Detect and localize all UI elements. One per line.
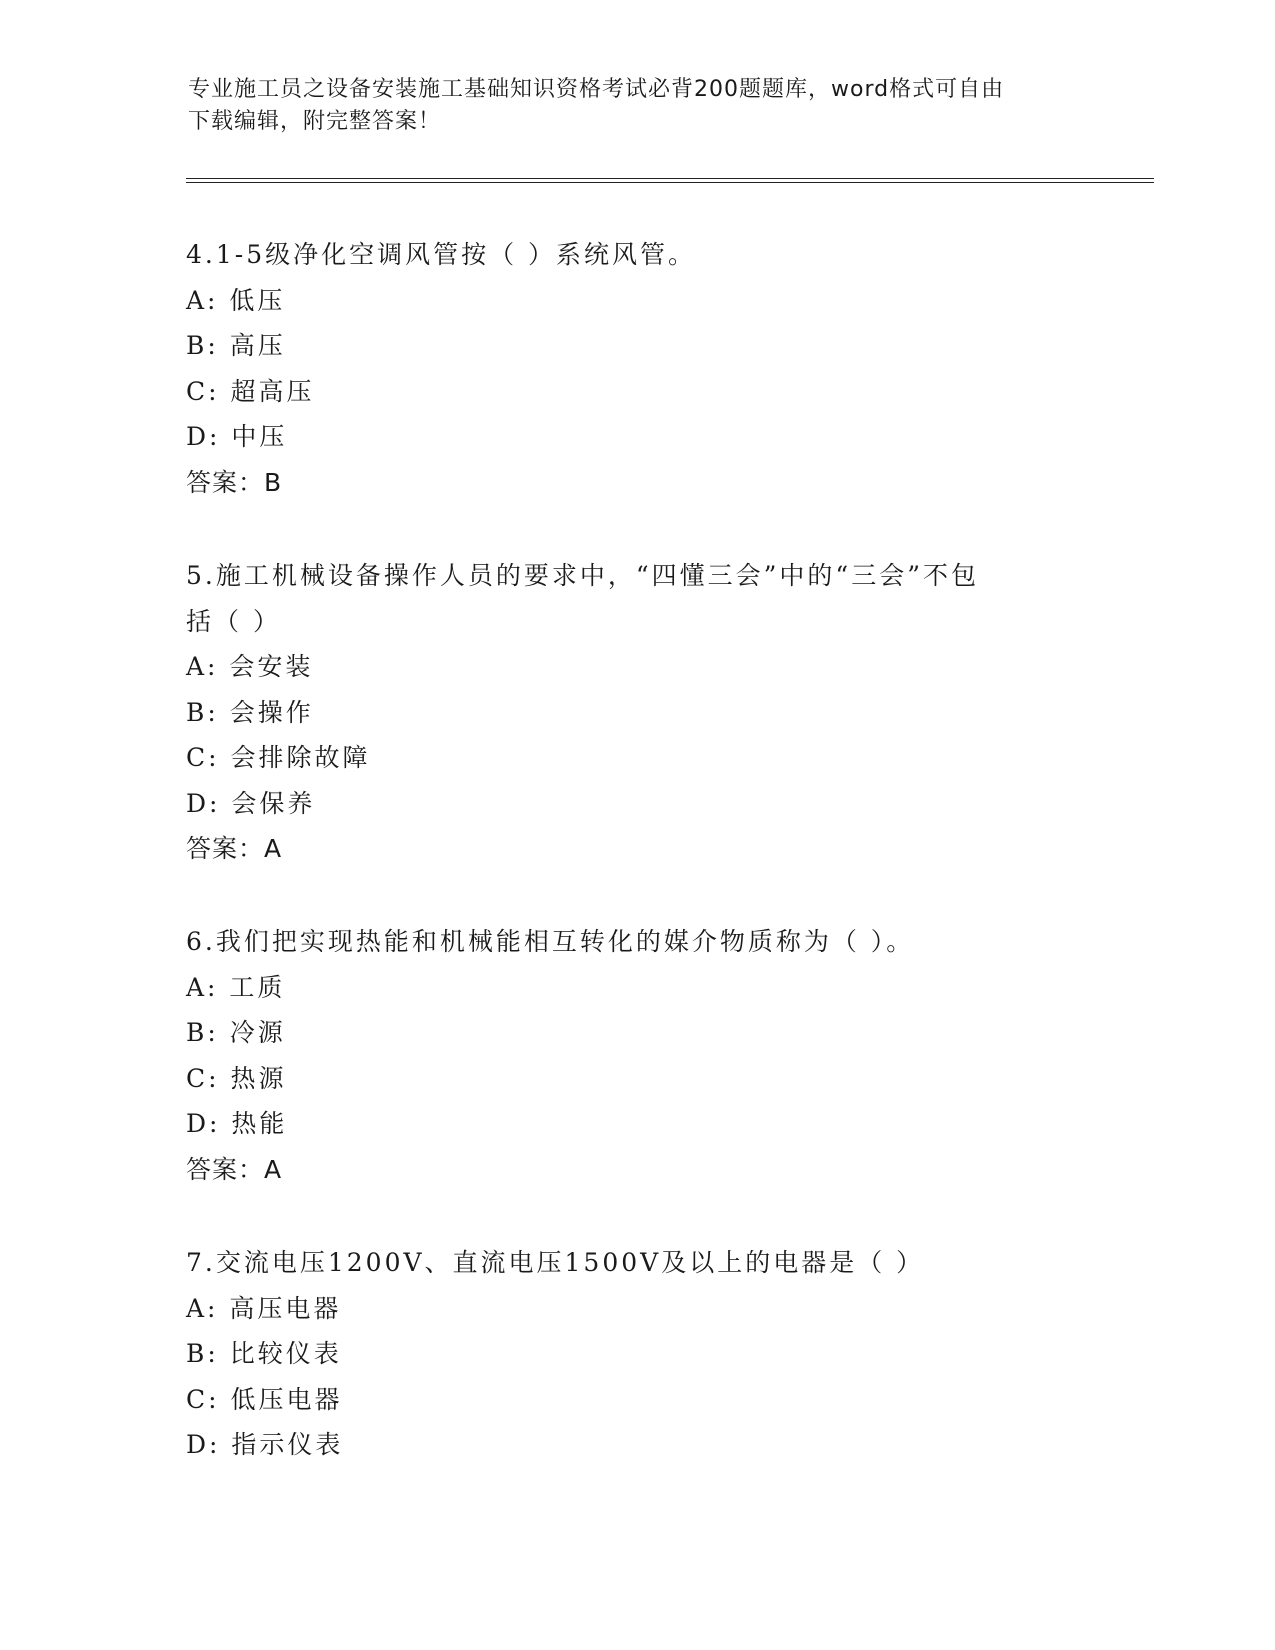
option-a: A: 工质 [186, 972, 286, 1002]
question-stem-line-2: 括（ ） [186, 606, 281, 636]
answer: 答案：B [186, 467, 283, 497]
question-stem-line-1: 5.施工机械设备操作人员的要求中，“四懂三会”中的“三会”不包 [186, 561, 979, 590]
question-stem: 6.我们把实现热能和机械能相互转化的媒介物质称为（ ）。 [186, 927, 915, 956]
option-a: A: 高压电器 [186, 1293, 342, 1323]
question-5 [186, 553, 1086, 872]
question-7 [186, 1240, 1086, 1468]
header-line-1: 专业施工员之设备安装施工基础知识资格考试必背200题题库，word格式可自由 [188, 77, 1005, 102]
option-b: B: 会操作 [186, 697, 314, 727]
answer: 答案：A [186, 1154, 283, 1184]
option-b: B: 比较仪表 [186, 1339, 342, 1368]
question-stem: 7.交流电压1200V、直流电压1500V及以上的电器是（ ） [186, 1248, 925, 1277]
option-d: D: 指示仪表 [186, 1430, 344, 1459]
document-header [188, 74, 1088, 138]
question-6 [186, 919, 1086, 1192]
header-divider-top [186, 178, 1154, 179]
option-c: C: 会排除故障 [186, 743, 371, 772]
option-b: B: 高压 [186, 331, 286, 360]
option-d: D: 中压 [186, 422, 288, 451]
option-c: C: 热源 [186, 1063, 287, 1093]
option-d: D: 会保养 [186, 788, 316, 818]
option-c: C: 超高压 [186, 376, 315, 406]
header-line-2: 下载编辑，附完整答案！ [188, 109, 442, 134]
question-4 [186, 232, 1086, 505]
option-d: D: 热能 [186, 1109, 288, 1138]
answer: 答案：A [186, 834, 283, 863]
question-stem: 4.1-5级净化空调风管按（ ）系统风管。 [186, 240, 697, 269]
option-b: B: 冷源 [186, 1018, 286, 1047]
option-c: C: 低压电器 [186, 1384, 343, 1414]
header-divider-bottom [186, 182, 1154, 183]
option-a: A: 会安装 [186, 652, 314, 681]
option-a: A: 低压 [186, 285, 286, 315]
